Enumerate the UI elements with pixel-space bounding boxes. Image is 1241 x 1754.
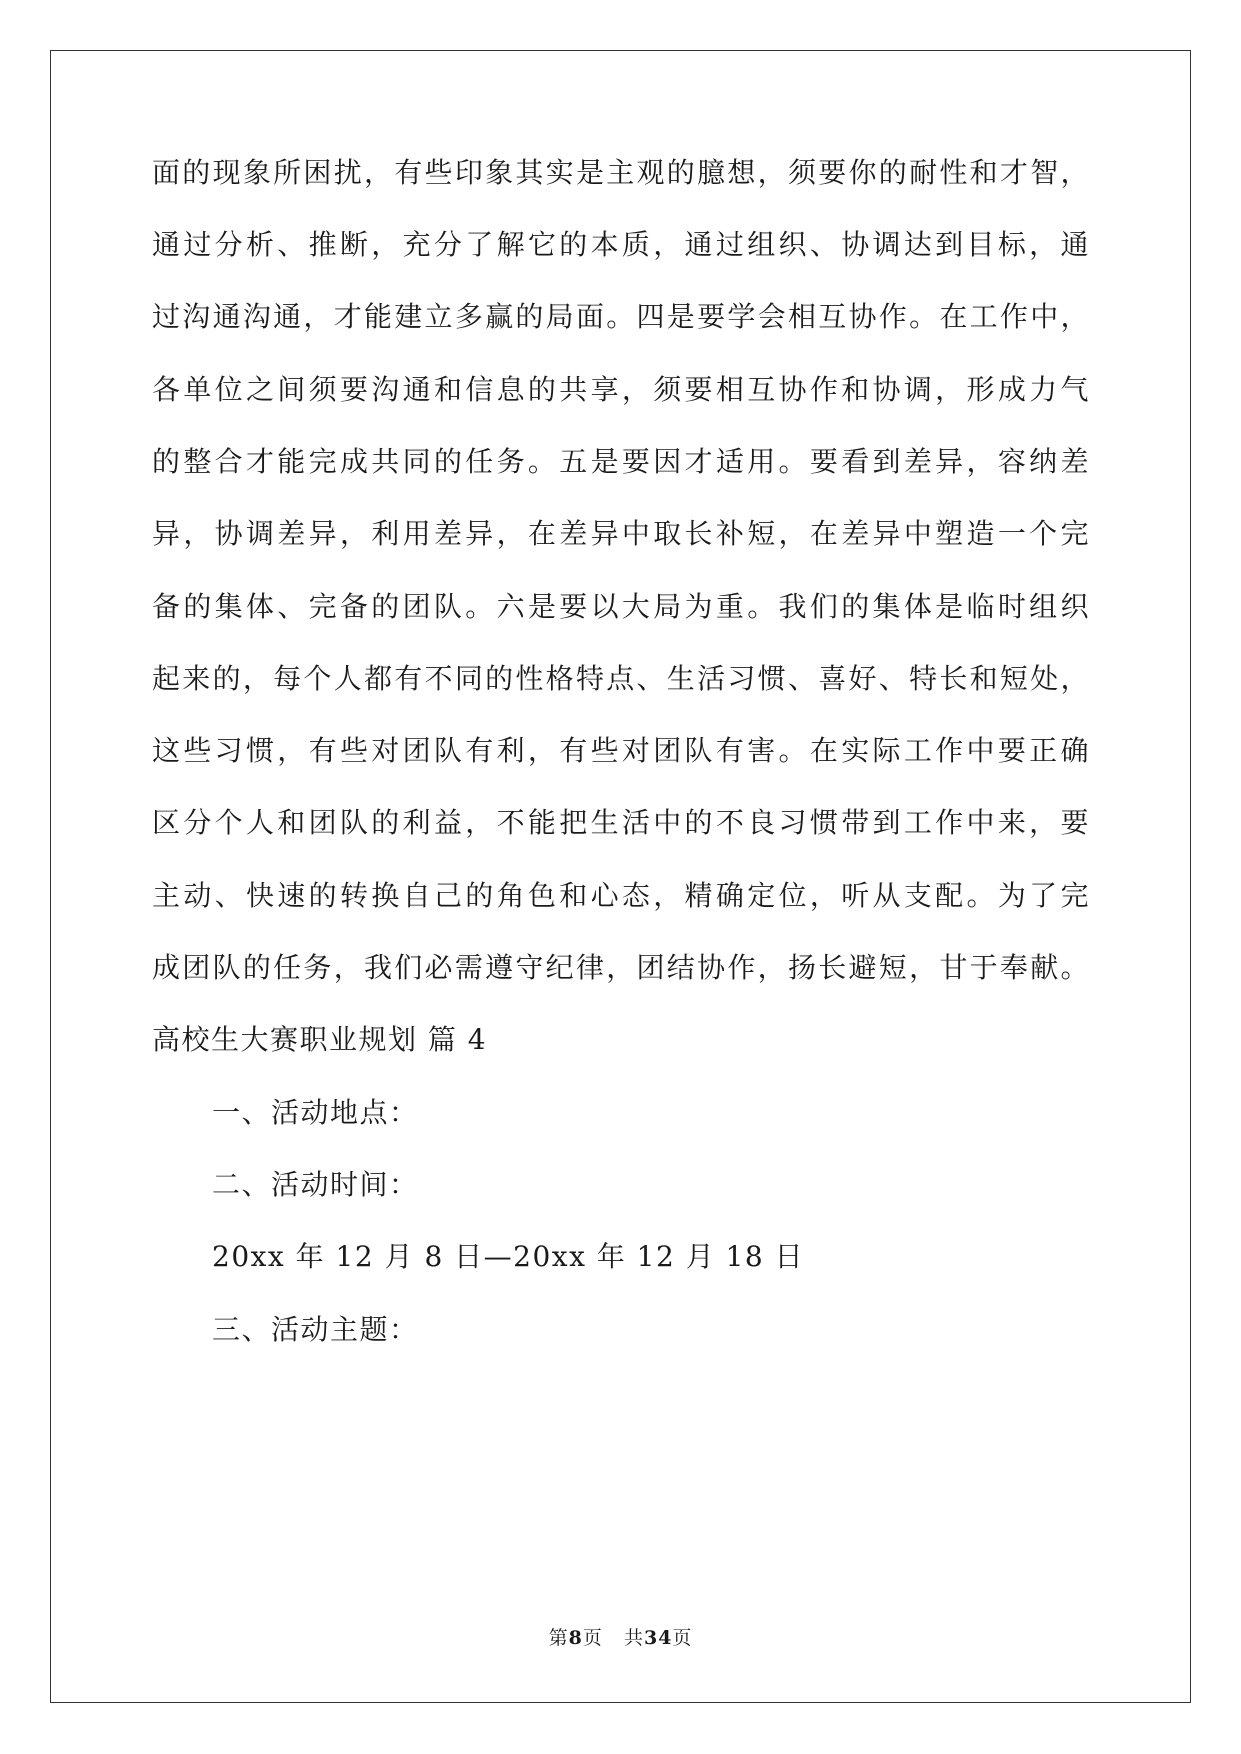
body-line: 各单位之间须要沟通和信息的共享，须要相互协作和协调，形成力气 (152, 373, 1090, 406)
body-line: 成团队的任务，我们必需遵守纪律，团结协作，扬长避短，甘于奉献。 (152, 951, 1090, 984)
body-line: 过沟通沟通，才能建立多赢的局面。四是要学会相互协作。在工作中， (152, 300, 1090, 333)
page-footer (0, 1626, 1241, 1650)
body-line: 区分个人和团队的利益，不能把生活中的不良习惯带到工作中来，要 (152, 806, 1090, 839)
item-theme: 三、活动主题： (212, 1313, 419, 1346)
section-heading: 高校生大赛职业规划 篇 4 (152, 1023, 488, 1056)
body-line: 这些习惯，有些对团队有利，有些对团队有害。在实际工作中要正确 (152, 734, 1090, 767)
footer-total-pages: 34 (643, 1627, 673, 1649)
item-time: 二、活动时间： (212, 1168, 419, 1201)
body-line: 主动、快速的转换自己的角色和心态，精确定位，听从支配。为了完 (152, 879, 1090, 912)
body-line: 起来的，每个人都有不同的性格特点、生活习惯、喜好、特长和短处， (152, 662, 1090, 695)
body-line: 通过分析、推断，充分了解它的本质，通过组织、协调达到目标，通 (152, 228, 1090, 261)
body-line: 异，协调差异，利用差异，在差异中取长补短，在差异中塑造一个完 (152, 517, 1090, 550)
page-border (50, 50, 1191, 1703)
item-location: 一、活动地点： (212, 1096, 419, 1129)
footer-total-unit: 页 (672, 1627, 693, 1649)
footer-page-number: 8 (568, 1627, 583, 1649)
body-line: 面的现象所困扰，有些印象其实是主观的臆想，须要你的耐性和才智， (152, 156, 1090, 189)
footer-total-prefix: 共 (623, 1627, 644, 1649)
footer-page-unit: 页 (582, 1627, 603, 1649)
footer-prefix: 第 (548, 1627, 569, 1649)
body-line: 的整合才能完成共同的任务。五是要因才适用。要看到差异，容纳差 (152, 445, 1090, 478)
body-line: 备的集体、完备的团队。六是要以大局为重。我们的集体是临时组织 (152, 590, 1090, 623)
item-date-range: 20xx 年 12 月 8 日—20xx 年 12 月 18 日 (212, 1240, 805, 1273)
